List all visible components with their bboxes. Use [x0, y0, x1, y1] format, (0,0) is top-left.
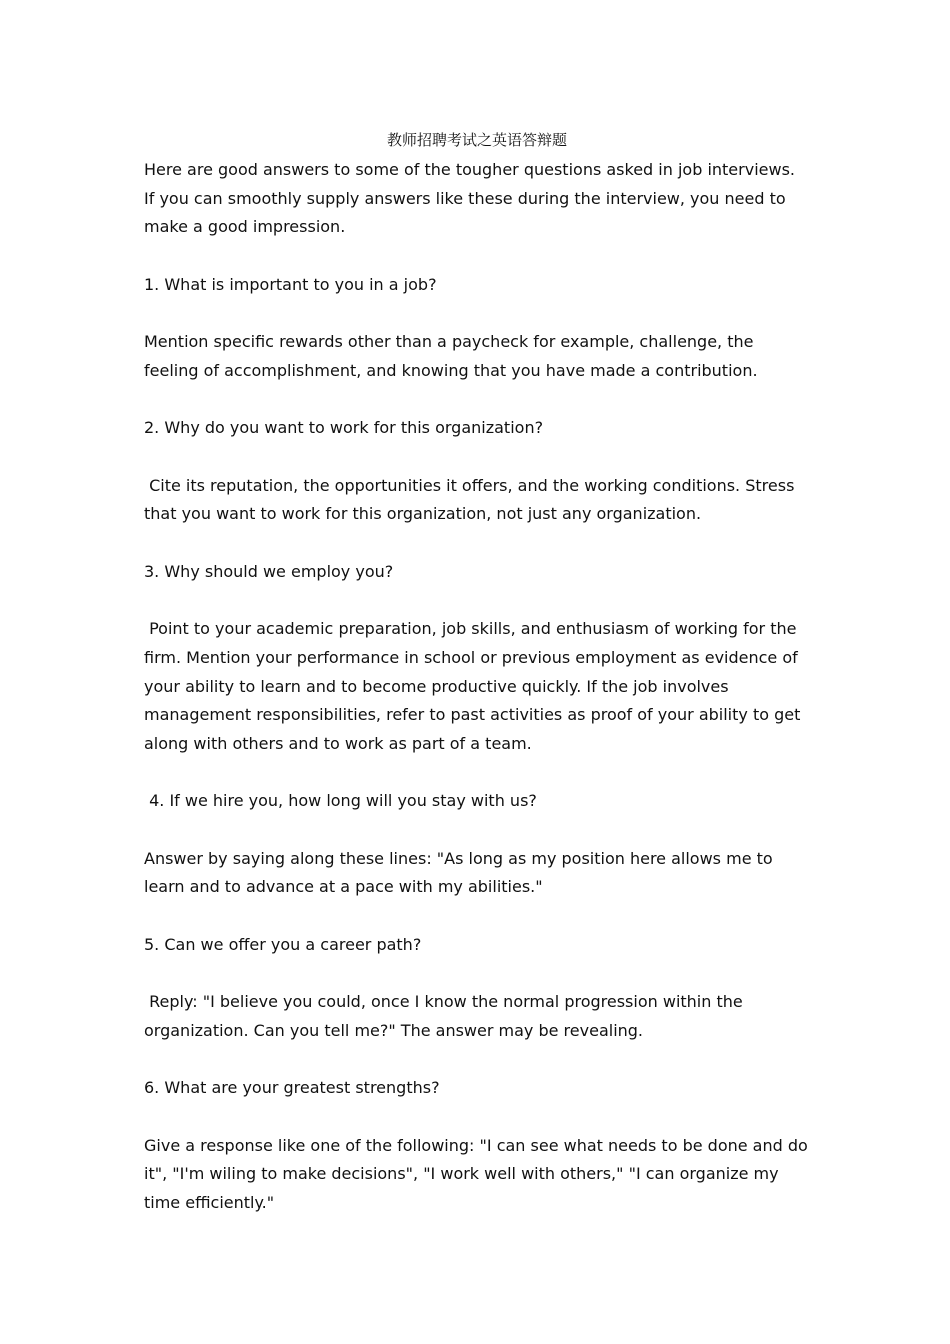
- answer-2: Cite its reputation, the opportunities it offers, and the working conditions. Stress that you want to work for this organization, not just any organization.: [144, 475, 800, 524]
- paragraph-spacer: [144, 759, 810, 788]
- document-title: 教师招聘考试之英语答辩题: [386, 131, 567, 149]
- question-4: 4. If we hire you, how long will you stay with us?: [144, 791, 537, 811]
- paragraph-spacer: [144, 586, 810, 615]
- intro-paragraph: Here are good answers to some of the tougher questions asked in job interviews. If you can smoothly supply answers like these during the interview, you need to make a good impression.: [144, 160, 801, 237]
- document-page: [144, 128, 813, 1218]
- question-6: 6. What are your greatest strengths?: [144, 1078, 440, 1098]
- answer-1: Mention specific rewards other than a paycheck for example, challenge, the feeling of accomplishment, and knowing that you have made a contribution.: [144, 332, 759, 380]
- answer-6: Give a response like one of the following: "I can see what needs to be done and do it", "I'm wiling to make decisions", "I work well with others," "I can organize my time efficiently.": [144, 1135, 813, 1213]
- paragraph-spacer: [144, 443, 810, 472]
- question-2: 2. Why do you want to work for this organization?: [144, 418, 544, 438]
- answer-4: Answer by saying along these lines: "As long as my position here allows me to learn and to advance at a pace with my abilities.": [144, 848, 778, 897]
- paragraph-spacer: [144, 242, 810, 271]
- paragraph-spacer: [144, 1103, 810, 1132]
- question-1: 1. What is important to you in a job?: [144, 274, 437, 294]
- paragraph-spacer: [144, 1046, 810, 1075]
- answer-5: Reply: "I believe you could, once I know the normal progression within the organization. Can you tell me?" The answer may be revealing.: [144, 992, 748, 1040]
- paragraph-spacer: [144, 816, 810, 845]
- paragraph-spacer: [144, 902, 810, 931]
- paragraph-spacer: [144, 386, 810, 415]
- answer-3: Point to your academic preparation, job skills, and enthusiasm of working for the firm. Mention your performance in school or previous employment as evidence of your ability to learn and to become productive quickly. If the job involves management responsibilities, refer to past activities as proof of your ability to get along with others and to work as part of a team.: [144, 619, 806, 753]
- paragraph-spacer: [144, 960, 810, 989]
- question-5: 5. Can we offer you a career path?: [144, 934, 422, 954]
- question-3: 3. Why should we employ you?: [144, 561, 394, 581]
- paragraph-spacer: [144, 529, 810, 558]
- paragraph-spacer: [144, 300, 810, 329]
